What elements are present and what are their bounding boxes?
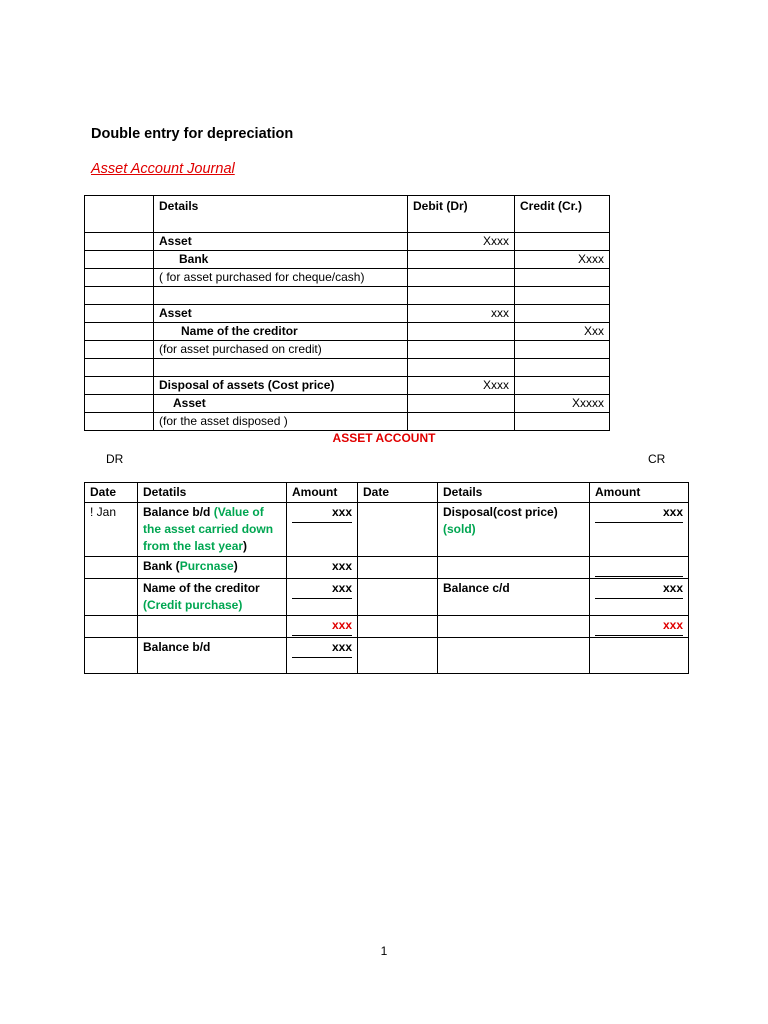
journal-details-text: Name of the creditor [181, 324, 298, 338]
ledger-details-cr [438, 638, 590, 674]
journal-credit [515, 287, 610, 305]
journal-details: Asset [154, 305, 408, 323]
journal-credit [515, 233, 610, 251]
ledger-amount-cr [590, 638, 689, 674]
ledger-total-cr-value: xxx [595, 617, 683, 636]
ledger-details-note: (Value of the asset carried down from the last year [143, 505, 274, 553]
journal-details: (for asset purchased on credit) [154, 341, 408, 359]
ledger-date [85, 616, 138, 638]
ledger-row [85, 557, 689, 579]
journal-debit [408, 413, 515, 431]
journal-cell-blank [85, 287, 154, 305]
journal-credit [515, 359, 610, 377]
journal-credit [515, 269, 610, 287]
ledger-total-cr [590, 616, 689, 638]
journal-row [85, 377, 610, 395]
ledger-amount-value: xxx [292, 504, 352, 523]
journal-debit [408, 323, 515, 341]
ledger-details-close: ) [243, 539, 248, 553]
journal-row [85, 359, 610, 377]
ledger-details-note: Purcnase [179, 559, 234, 573]
journal-row [85, 341, 610, 359]
ledger-date-cr [358, 579, 438, 616]
ledger-row [85, 616, 689, 638]
journal-header-blank [85, 196, 154, 233]
ledger-amount-cr [590, 557, 689, 579]
journal-details: (for the asset disposed ) [154, 413, 408, 431]
ledger-row [85, 579, 689, 616]
debit-side-label: DR [106, 452, 124, 466]
ledger-details-cr: Balance c/d [438, 579, 590, 616]
journal-cell-blank [85, 233, 154, 251]
ledger-details-text: Bank ( [143, 559, 180, 573]
journal-row [85, 233, 610, 251]
ledger-amount [287, 579, 358, 616]
journal-cell-blank [85, 413, 154, 431]
journal-debit [408, 359, 515, 377]
ledger-date-cr [358, 503, 438, 557]
ledger-amount-cr-underline [595, 558, 683, 577]
ledger-details: Balance b/d [138, 638, 287, 674]
journal-cell-blank [85, 305, 154, 323]
ledger-table [84, 482, 689, 674]
page-number: 1 [380, 944, 388, 958]
ledger-amount [287, 638, 358, 674]
journal-debit: Xxxx [408, 377, 515, 395]
ledger-details [138, 503, 287, 557]
journal-row [85, 251, 610, 269]
ledger-amount-cr [590, 579, 689, 616]
ledger-details [138, 557, 287, 579]
ledger-header-amount-cr: Amount [590, 483, 689, 503]
journal-credit: Xxxxx [515, 395, 610, 413]
ledger-date-cr [358, 616, 438, 638]
journal-credit [515, 377, 610, 395]
ledger-details-note: (Credit purchase) [143, 598, 243, 612]
ledger-header-details-cr: Details [438, 483, 590, 503]
journal-cell-blank [85, 269, 154, 287]
journal-details [154, 395, 408, 413]
page-title: Double entry for depreciation [91, 126, 294, 142]
journal-cell-blank [85, 341, 154, 359]
ledger-date [85, 557, 138, 579]
ledger-header-date-cr: Date [358, 483, 438, 503]
journal-header-credit: Credit (Cr.) [515, 196, 610, 233]
ledger-amount-value: xxx [292, 580, 352, 599]
section-subtitle: Asset Account Journal [91, 161, 235, 177]
journal-cell-blank [85, 377, 154, 395]
ledger-total-value: xxx [292, 617, 352, 636]
journal-credit: Xxxx [515, 251, 610, 269]
journal-credit [515, 305, 610, 323]
ledger-date: ! Jan [85, 503, 138, 557]
ledger-total [287, 616, 358, 638]
ledger-details-cr [438, 557, 590, 579]
journal-row [85, 323, 610, 341]
journal-debit [408, 251, 515, 269]
journal-details: ( for asset purchased for cheque/cash) [154, 269, 408, 287]
journal-details: Disposal of assets (Cost price) [154, 377, 408, 395]
journal-cell-blank [85, 395, 154, 413]
journal-row [85, 305, 610, 323]
journal-header-row [85, 196, 610, 233]
journal-header-debit: Debit (Dr) [408, 196, 515, 233]
journal-details [154, 323, 408, 341]
journal-debit [408, 287, 515, 305]
ledger-details-text: Balance b/d [143, 505, 211, 519]
ledger-date-cr [358, 638, 438, 674]
journal-row [85, 287, 610, 305]
ledger-amount: xxx [287, 557, 358, 579]
ledger-details-text: Name of the creditor [143, 581, 260, 595]
journal-debit: Xxxx [408, 233, 515, 251]
journal-row [85, 413, 610, 431]
ledger-details [138, 616, 287, 638]
journal-cell-blank [85, 251, 154, 269]
journal-credit [515, 413, 610, 431]
ledger-amount [287, 503, 358, 557]
journal-table [84, 195, 610, 431]
ledger-date-cr [358, 557, 438, 579]
journal-details [154, 287, 408, 305]
ledger-header-row [85, 483, 689, 503]
credit-side-label: CR [648, 452, 666, 466]
journal-header-details: Details [154, 196, 408, 233]
journal-details: Asset [154, 233, 408, 251]
ledger-row [85, 638, 689, 674]
ledger-details-cr [438, 503, 590, 557]
ledger-details-cr-note: (sold) [443, 522, 476, 536]
ledger-details-cr-text: Disposal(cost price) [443, 505, 558, 519]
journal-details-text: Bank [179, 252, 209, 266]
journal-debit [408, 395, 515, 413]
ledger-header-details: Detatils [138, 483, 287, 503]
ledger-amount-value: xxx [292, 639, 352, 658]
ledger-details-close: ) [233, 559, 238, 573]
journal-credit: Xxx [515, 323, 610, 341]
ledger-date [85, 638, 138, 674]
account-title: ASSET ACCOUNT [332, 431, 436, 445]
ledger-header-date: Date [85, 483, 138, 503]
ledger-date [85, 579, 138, 616]
journal-credit [515, 341, 610, 359]
ledger-amount-cr-value: xxx [595, 580, 683, 599]
journal-details [154, 359, 408, 377]
journal-details [154, 251, 408, 269]
ledger-amount-cr-value: xxx [595, 504, 683, 523]
journal-row [85, 269, 610, 287]
ledger-amount-cr [590, 503, 689, 557]
journal-cell-blank [85, 323, 154, 341]
journal-debit: xxx [408, 305, 515, 323]
ledger-header-amount: Amount [287, 483, 358, 503]
journal-cell-blank [85, 359, 154, 377]
journal-row [85, 395, 610, 413]
ledger-details [138, 579, 287, 616]
journal-debit [408, 341, 515, 359]
ledger-row [85, 503, 689, 557]
ledger-details-cr [438, 616, 590, 638]
journal-details-text: Asset [173, 396, 206, 410]
journal-debit [408, 269, 515, 287]
